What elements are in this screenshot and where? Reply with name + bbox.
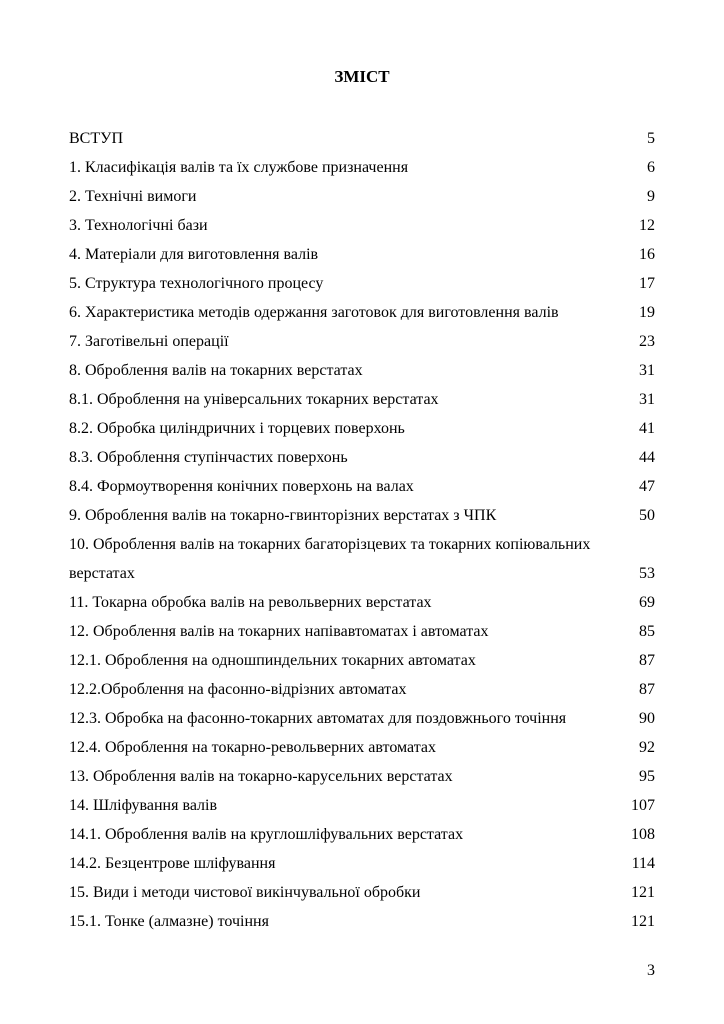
entry-title: 12. Оброблення валів на токарних напівавтоматах і автоматах [69, 623, 489, 640]
entry-page: 114 [631, 855, 655, 872]
toc-entry [69, 385, 655, 414]
entry-page: 92 [639, 739, 655, 756]
entry-title: 14.2. Безцентрове шліфування [69, 855, 276, 872]
toc-entry [69, 298, 655, 327]
toc-entry [69, 907, 655, 936]
entry-page: 107 [631, 797, 655, 814]
toc-entry [69, 617, 655, 646]
entry-title: 4. Матеріали для виготовлення валів [69, 246, 319, 263]
entry-title: 1. Класифікація валів та їх службове призначення [69, 159, 409, 176]
toc-entry [69, 124, 655, 153]
entry-title: 11. Токарна обробка валів на револьверних верстатах [69, 594, 432, 611]
entry-title: 3. Технологічні бази [69, 217, 208, 234]
entry-page: 53 [639, 565, 655, 582]
toc-entry [69, 704, 655, 733]
entry-title: 8. Оброблення валів на токарних верстатах [69, 362, 363, 379]
toc-entry [69, 849, 655, 878]
entry-page: 9 [647, 188, 655, 205]
entry-page: 121 [631, 913, 655, 930]
entry-title: 2. Технічні вимоги [69, 188, 197, 205]
entry-page: 31 [639, 362, 655, 379]
entry-title: 8.3. Оброблення ступінчастих поверхонь [69, 449, 348, 466]
toc-entry [69, 269, 655, 298]
entry-page: 95 [639, 768, 655, 785]
entry-title: 12.4. Оброблення на токарно-револьверних автоматах [69, 739, 437, 756]
toc-entry [69, 240, 655, 269]
entry-title: 9. Оброблення валів на токарно-гвинторізних верстатах з ЧПК [69, 507, 497, 524]
entry-title: 14. Шліфування валів [69, 797, 218, 814]
entry-title: 12.1. Оброблення на одношпиндельних токарних автоматах [69, 652, 476, 669]
page-title: ЗМІСТ [334, 67, 390, 86]
toc-entry [69, 733, 655, 762]
entry-title: 5. Структура технологічного процесу [69, 275, 324, 292]
entry-page: 87 [639, 681, 655, 698]
entry-page: 5 [647, 130, 655, 147]
table-of-contents [69, 124, 655, 936]
entry-page: 108 [631, 826, 655, 843]
page-number: 3 [647, 962, 655, 979]
entry-title: 8.2. Обробка циліндричних і торцевих поверхонь [69, 420, 405, 437]
entry-title: 8.1. Оброблення на універсальних токарних верстатах [69, 391, 439, 408]
entry-page: 121 [631, 884, 655, 901]
entry-page: 23 [639, 333, 655, 350]
entry-page: 41 [639, 420, 655, 437]
toc-entry [69, 153, 655, 182]
toc-entry [69, 530, 655, 588]
toc-entry [69, 356, 655, 385]
entry-title-line2: верстатах [69, 565, 135, 582]
toc-entry [69, 501, 655, 530]
entry-title: 13. Оброблення валів на токарно-карусельних верстатах [69, 768, 453, 785]
entry-page: 19 [639, 304, 655, 321]
toc-entry [69, 878, 655, 907]
entry-page: 69 [639, 594, 655, 611]
toc-entry [69, 327, 655, 356]
entry-page: 31 [639, 391, 655, 408]
entry-page: 87 [639, 652, 655, 669]
toc-entry [69, 588, 655, 617]
entry-title: 12.3. Обробка на фасонно-токарних автоматах для поздовжнього точіння [69, 710, 567, 727]
toc-entry [69, 443, 655, 472]
entry-page: 85 [639, 623, 655, 640]
entry-page: 17 [639, 275, 655, 292]
entry-page: 12 [639, 217, 655, 234]
entry-page: 50 [639, 507, 655, 524]
toc-entry [69, 646, 655, 675]
entry-page: 47 [639, 478, 655, 495]
entry-title: 8.4. Формоутворення конічних поверхонь на валах [69, 478, 414, 495]
toc-entry [69, 675, 655, 704]
entry-page: 6 [647, 159, 655, 176]
entry-title: 14.1. Оброблення валів на круглошліфувальних верстатах [69, 826, 464, 843]
entry-page: 16 [639, 246, 655, 263]
entry-page: 90 [639, 710, 655, 727]
toc-entry [69, 762, 655, 791]
toc-entry [69, 414, 655, 443]
entry-title: 15. Види і методи чистової викінчувальної обробки [69, 884, 421, 901]
entry-title: 6. Характеристика методів одержання заготовок для виготовлення валів [69, 304, 559, 321]
entry-page: 44 [639, 449, 655, 466]
toc-entry [69, 791, 655, 820]
toc-entry [69, 820, 655, 849]
entry-title: 15.1. Тонке (алмазне) точіння [69, 913, 269, 930]
entry-title: 12.2.Оброблення на фасонно-відрізних автоматах [69, 681, 407, 698]
toc-entry [69, 182, 655, 211]
toc-entry [69, 211, 655, 240]
toc-entry [69, 472, 655, 501]
entry-title: ВСТУП [69, 130, 123, 147]
entry-title: 7. Заготівельні операції [69, 333, 229, 350]
entry-title-line1: 10. Оброблення валів на токарних багаторізцевих та токарних копіювальних [69, 536, 591, 553]
